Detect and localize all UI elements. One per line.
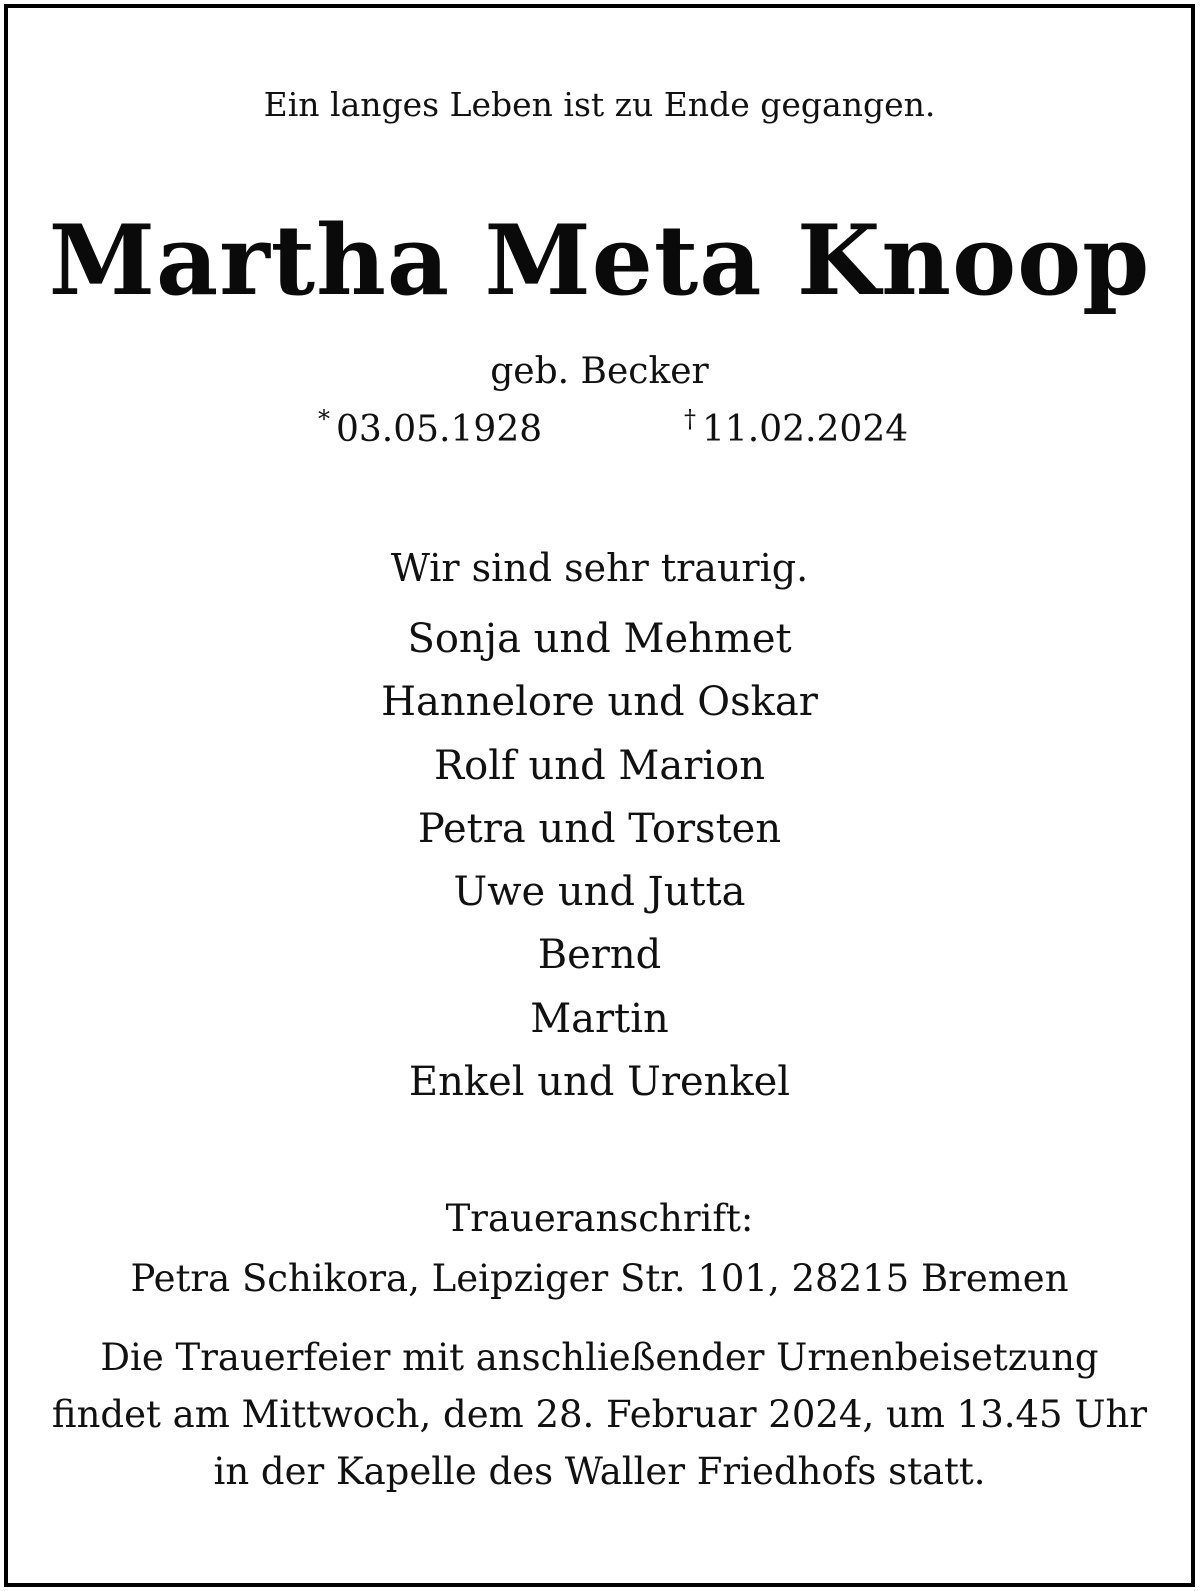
ceremony-line: in der Kapelle des Waller Friedhofs statt. — [213, 1450, 986, 1493]
ceremony-line: findet am Mittwoch, dem 28. Februar 2024, um 13.45 Uhr — [51, 1393, 1148, 1436]
birth-date: 03.05.1928 — [336, 409, 543, 450]
ceremony-line: Die Trauerfeier mit anschließender Urnenbeisetzung — [100, 1336, 1099, 1379]
mourner-name: Uwe und Jutta — [453, 869, 746, 916]
intro-line: Ein langes Leben ist zu Ende gegangen. — [263, 85, 936, 124]
maiden-name: geb. Becker — [490, 351, 709, 392]
mourning-address: Petra Schikora, Leipziger Str. 101, 28215 Bremen — [130, 1257, 1069, 1300]
obituary-frame — [4, 4, 1195, 1587]
death-date: 11.02.2024 — [702, 409, 909, 450]
mourning-statement: Wir sind sehr traurig. — [390, 546, 809, 590]
death-symbol: † — [684, 405, 696, 433]
mourner-name: Bernd — [537, 932, 662, 979]
mourner-name: Sonja und Mehmet — [407, 616, 792, 662]
birth-symbol: * — [318, 405, 330, 433]
deceased-name: Martha Meta Knoop — [48, 204, 1151, 317]
death-date-group — [684, 405, 909, 450]
mourner-name: Enkel und Urenkel — [408, 1059, 791, 1106]
address-label: Traueranschrift: — [445, 1197, 754, 1240]
birth-date-group — [318, 405, 543, 450]
mourner-name: Rolf und Marion — [434, 742, 765, 789]
mourner-name: Hannelore und Oskar — [381, 679, 818, 726]
mourners-list — [8, 608, 1191, 1114]
mourner-name: Martin — [530, 995, 669, 1042]
ceremony-notice — [8, 1329, 1191, 1500]
mourner-name: Petra und Torsten — [417, 805, 782, 852]
